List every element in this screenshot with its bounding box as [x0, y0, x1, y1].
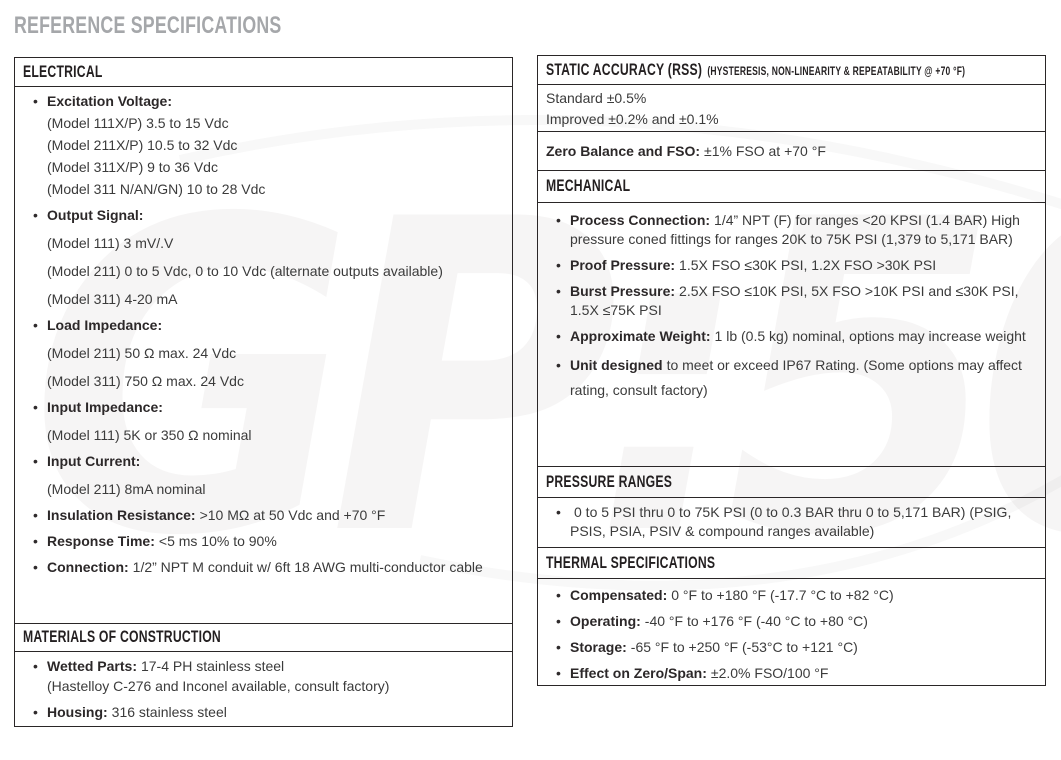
spec-item: • Load Impedance: [25, 316, 502, 335]
spec-subline: (Model 111) 5K or 350 Ω nominal [47, 427, 252, 443]
spec-item: • 0 to 5 PSI thru 0 to 75K PSI (0 to 0.3 BAR thru 0 to 5,171 BAR) (PSIG, PSIS, PSIA, PSIV & compound ranges available) [548, 503, 1035, 541]
accuracy-improved: Improved ±0.2% and ±0.1% [546, 111, 719, 127]
spec-item: • Input Impedance: [25, 398, 502, 417]
section-title: THERMAL SPECIFICATIONS [546, 553, 716, 572]
spec-subline: (Model 111) 3 mV/.V [47, 235, 174, 251]
spec-item: • Approximate Weight: 1 lb (0.5 kg) nominal, options may increase weight [548, 327, 1035, 346]
spec-subline: (Model 311X/P) 9 to 36 Vdc [47, 159, 218, 175]
spec-subline: (Model 311 N/AN/GN) 10 to 28 Vdc [47, 181, 266, 197]
spec-subline: (Model 211X/P) 10.5 to 32 Vdc [47, 137, 238, 153]
section-body-materials [15, 652, 512, 722]
spec-item: • Operating: -40 °F to +176 °F (-40 °C to +80 °C) [548, 612, 1035, 631]
page-title [14, 12, 375, 40]
section-title: PRESSURE RANGES [546, 472, 673, 491]
spec-subline: (Model 311) 4-20 mA [47, 291, 178, 307]
accuracy-rows [538, 85, 1045, 132]
section-body-pressure-ranges [538, 498, 1045, 548]
spec-item: • Insulation Resistance: >10 MΩ at 50 Vdc and +70 °F [25, 506, 502, 525]
section-header-electrical [15, 58, 512, 87]
spec-item: • Response Time: <5 ms 10% to 90% [25, 532, 502, 551]
spec-item: • Housing: 316 stainless steel [25, 703, 502, 722]
section-header-materials [15, 624, 512, 652]
section-title: MATERIALS OF CONSTRUCTION [23, 628, 221, 646]
spec-item: • Storage: -65 °F to +250 °F (-53°C to +121 °C) [548, 638, 1035, 657]
section-header-mechanical [538, 171, 1045, 203]
spec-item: • Process Connection: 1/4” NPT (F) for ranges <20 KPSI (1.4 BAR) High pressure coned fittings for ranges 20K to 75K PSI (1,379 to 5,171 BAR) [548, 211, 1035, 249]
spec-subline: (Hastelloy C-276 and Inconel available, consult factory) [47, 678, 390, 694]
section-title-wrap [546, 61, 965, 80]
spec-item: • Output Signal: [25, 206, 502, 225]
section-title: MECHANICAL [546, 177, 631, 195]
section-body-mechanical [538, 203, 1045, 467]
section-subtitle: (HYSTERESIS, NON-LINEARITY & REPEATABILITY @ +70 °F) [707, 65, 966, 78]
spec-table-right [537, 55, 1046, 686]
section-header-thermal [538, 548, 1045, 579]
section-header-static-accuracy [538, 56, 1045, 85]
section-body-electrical [15, 87, 512, 624]
spec-subline: (Model 111X/P) 3.5 to 15 Vdc [47, 115, 229, 131]
spec-item: • Compensated: 0 °F to +180 °F (-17.7 °C to +82 °C) [548, 586, 1035, 605]
section-title: STATIC ACCURACY (RSS) [546, 60, 703, 79]
spec-item: • Connection: 1/2” NPT M conduit w/ 6ft 18 AWG multi-conductor cable [25, 558, 502, 577]
spec-item: • Unit designed to meet or exceed IP67 Rating. (Some options may affect rating, consult factory) [548, 353, 1035, 403]
spec-subline: (Model 211) 8mA nominal [47, 481, 206, 497]
spec-table-left [14, 57, 513, 727]
spec-subline: (Model 211) 50 Ω max. 24 Vdc [47, 345, 237, 361]
accuracy-standard: Standard ±0.5% [546, 90, 647, 106]
section-body-thermal [538, 579, 1045, 683]
section-header-pressure-ranges [538, 467, 1045, 498]
spec-item: • Input Current: [25, 452, 502, 471]
spec-item: • Effect on Zero/Span: ±2.0% FSO/100 °F [548, 664, 1035, 683]
spec-item: • Excitation Voltage: [25, 92, 502, 111]
spec-subline: (Model 211) 0 to 5 Vdc, 0 to 10 Vdc (alternate outputs available) [47, 263, 443, 279]
page-title-text: REFERENCE SPECIFICATIONS [14, 12, 282, 39]
spec-item: • Wetted Parts: 17-4 PH stainless steel [25, 657, 502, 676]
spec-item: • Proof Pressure: 1.5X FSO ≤30K PSI, 1.2X FSO >30K PSI [548, 256, 1035, 275]
zero-balance-row: Zero Balance and FSO: ±1% FSO at +70 °F [538, 132, 1045, 171]
section-title: ELECTRICAL [23, 62, 103, 81]
spec-subline: (Model 311) 750 Ω max. 24 Vdc [47, 373, 244, 389]
spec-item: • Burst Pressure: 2.5X FSO ≤10K PSI, 5X FSO >10K PSI and ≤30K PSI, 1.5X ≤75K PSI [548, 282, 1035, 320]
